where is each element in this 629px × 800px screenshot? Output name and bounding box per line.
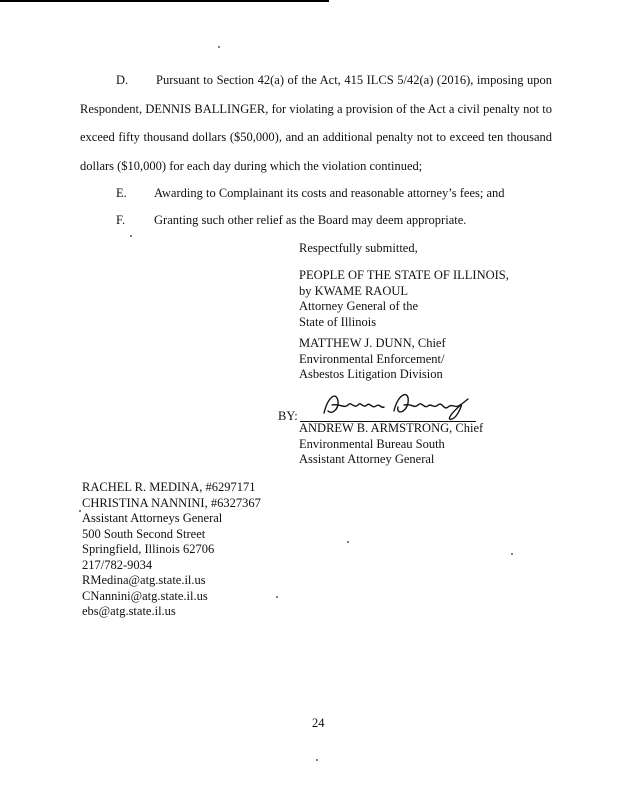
- scan-speck: [218, 46, 220, 48]
- dunn-line: Asbestos Litigation Division: [299, 367, 443, 381]
- item-e-text: Awarding to Complainant its costs and reasonable attorney’s fees; and: [154, 186, 505, 200]
- contact-line: Springfield, Illinois 62706: [82, 542, 215, 556]
- armstrong-line: ANDREW B. ARMSTRONG, Chief: [299, 421, 484, 435]
- contact-email: RMedina@atg.state.il.us: [82, 573, 206, 587]
- scan-speck: [347, 541, 349, 543]
- scan-speck: [276, 596, 278, 598]
- paragraph-d-text: Pursuant to Section 42(a) of the Act, 415 ILCS 5/42(a) (2016), imposing upon Respondent, DENNIS BALLINGER, for violating a provision of the Act a civil penalty not to exceed fifty thousand dollars ($50,000), and an additional penalty not to exceed ten thousand dollars ($10,000) for each day during which the violation continued;: [80, 73, 552, 173]
- item-f-text: Granting such other relief as the Board may deem appropriate.: [154, 213, 467, 227]
- item-f: [116, 213, 556, 228]
- item-e-label: E.: [116, 186, 127, 200]
- dunn-line: Environmental Enforcement/: [299, 351, 445, 366]
- people-line: PEOPLE OF THE STATE OF ILLINOIS,: [299, 268, 509, 282]
- dunn-line: MATTHEW J. DUNN, Chief: [299, 336, 446, 350]
- armstrong-line: Assistant Attorney General: [299, 452, 435, 466]
- contact-email: ebs@atg.state.il.us: [82, 604, 176, 618]
- top-border-line: [0, 0, 329, 2]
- scan-speck: [130, 235, 132, 237]
- people-block: [299, 268, 509, 330]
- contact-email: CNannini@atg.state.il.us: [82, 588, 208, 603]
- scan-speck: [316, 759, 318, 761]
- closing-text: Respectfully submitted,: [299, 241, 418, 255]
- people-line: by KWAME RAOUL: [299, 283, 409, 298]
- armstrong-line: Environmental Bureau South: [299, 436, 445, 451]
- contact-line: 500 South Second Street: [82, 526, 206, 541]
- contact-line: CHRISTINA NANNINI, #6327367: [82, 495, 261, 510]
- handwritten-signature: [318, 387, 478, 423]
- page-number: 24: [312, 716, 325, 730]
- people-line: Attorney General of the: [299, 299, 419, 313]
- item-e: [116, 186, 556, 201]
- paragraph-d: [80, 66, 552, 180]
- contact-line: RACHEL R. MEDINA, #6297171: [82, 480, 256, 494]
- scan-speck: [511, 553, 513, 555]
- contacts-block: [82, 480, 261, 620]
- contact-line: Assistant Attorneys General: [82, 511, 223, 525]
- contact-line: 217/782-9034: [82, 557, 153, 572]
- armstrong-block: [299, 421, 483, 468]
- item-f-label: F.: [116, 213, 126, 227]
- people-line: State of Illinois: [299, 314, 377, 329]
- paragraph-d-label: D.: [116, 73, 129, 87]
- scan-speck: [79, 510, 81, 512]
- dunn-block: [299, 336, 446, 383]
- by-label: BY:: [278, 409, 298, 423]
